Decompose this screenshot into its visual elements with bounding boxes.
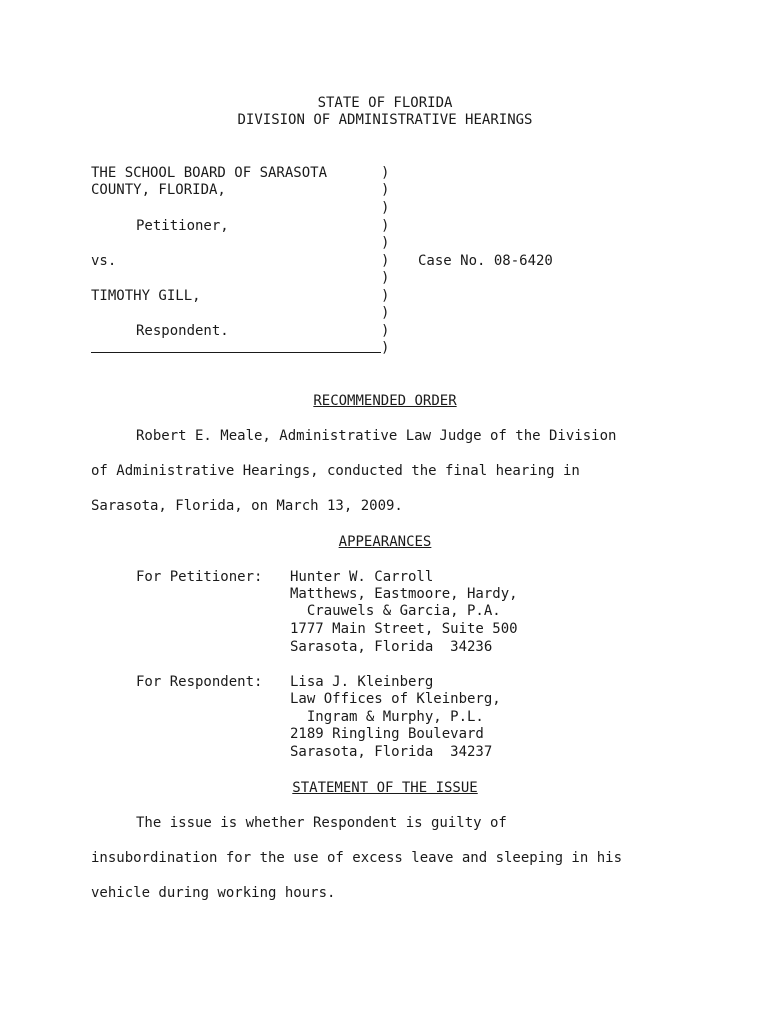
respondent-counsel-line: Lisa J. Kleinberg	[290, 674, 434, 690]
issue-title: STATEMENT OF THE ISSUE	[292, 780, 478, 796]
paren: )	[381, 218, 390, 234]
respondent-label: For Respondent:	[136, 674, 263, 690]
petitioner-name-line1: THE SCHOOL BOARD OF SARASOTA	[91, 165, 328, 181]
respondent-counsel-line: Ingram & Murphy, P.L.	[290, 709, 484, 725]
division-heading: DIVISION OF ADMINISTRATIVE HEARINGS	[237, 112, 533, 128]
petitioner-counsel-line: Sarasota, Florida 34236	[290, 639, 493, 655]
appearances-title: APPEARANCES	[338, 534, 432, 550]
petitioner-label: For Petitioner:	[136, 569, 263, 585]
petitioner-counsel-line: Matthews, Eastmoore, Hardy,	[290, 586, 518, 602]
petitioner-counsel-line: Crauwels & Garcia, P.A.	[290, 603, 501, 619]
intro-line-3: Sarasota, Florida, on March 13, 2009.	[91, 498, 403, 514]
paren: )	[381, 305, 390, 321]
issue-line-1: The issue is whether Respondent is guilty of	[136, 815, 507, 831]
case-number: Case No. 08-6420	[418, 253, 553, 269]
intro-line-1: Robert E. Meale, Administrative Law Judge of the Division	[136, 428, 617, 444]
paren: )	[381, 253, 390, 269]
state-heading: STATE OF FLORIDA	[317, 95, 453, 111]
paren: )	[381, 288, 390, 304]
issue-line-3: vehicle during working hours.	[91, 885, 336, 901]
order-title: RECOMMENDED ORDER	[313, 393, 457, 409]
paren: )	[381, 200, 390, 216]
paren: )	[381, 165, 390, 181]
intro-line-2: of Administrative Hearings, conducted the final hearing in	[91, 463, 580, 479]
petitioner-counsel-line: 1777 Main Street, Suite 500	[290, 621, 518, 637]
respondent-role: Respondent.	[136, 323, 229, 339]
respondent-name: TIMOTHY GILL,	[91, 288, 201, 304]
paren: )	[381, 323, 390, 339]
issue-line-2: insubordination for the use of excess leave and sleeping in his	[91, 850, 623, 866]
versus-label: vs.	[91, 253, 117, 269]
petitioner-role: Petitioner,	[136, 218, 229, 234]
paren: )	[381, 235, 390, 251]
paren: )	[381, 182, 390, 198]
respondent-counsel-line: 2189 Ringling Boulevard	[290, 726, 484, 742]
respondent-counsel-line: Sarasota, Florida 34237	[290, 744, 493, 760]
paren: )	[381, 270, 390, 286]
respondent-counsel-line: Law Offices of Kleinberg,	[290, 691, 501, 707]
caption-underline	[91, 352, 381, 353]
paren: )	[381, 340, 390, 356]
petitioner-counsel-line: Hunter W. Carroll	[290, 569, 434, 585]
petitioner-name-line2: COUNTY, FLORIDA,	[91, 182, 226, 198]
